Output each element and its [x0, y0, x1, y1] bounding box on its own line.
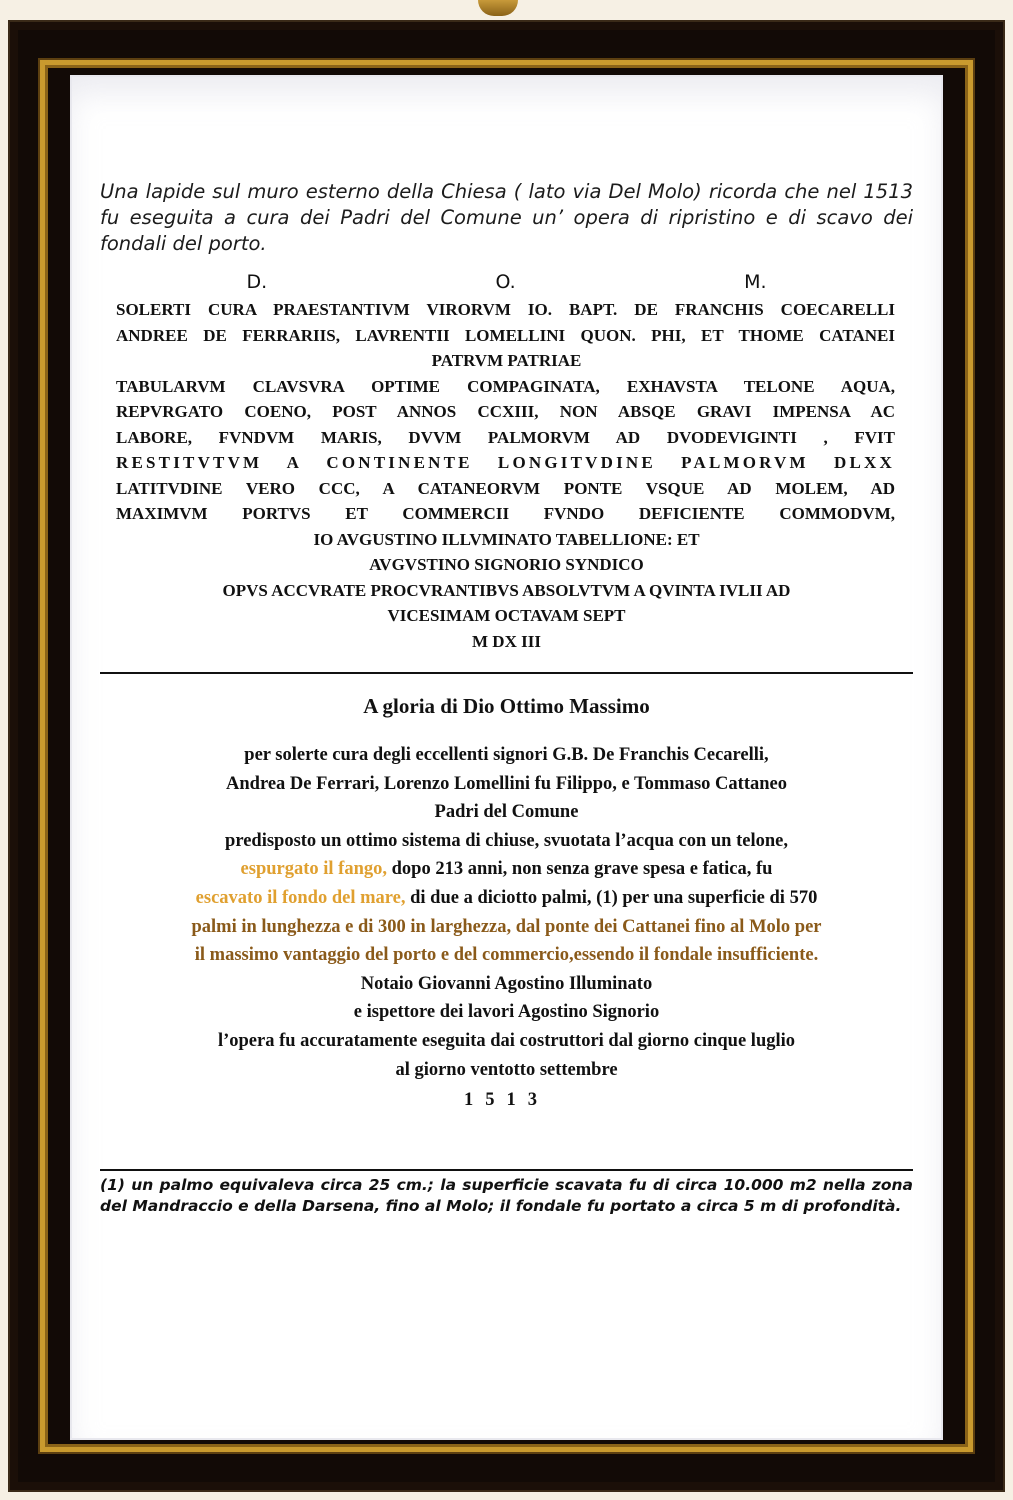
italian-line: al giorno ventotto settembre — [395, 1059, 618, 1080]
italian-translation — [100, 741, 913, 1115]
latin-line: REPVRGATO COENO, POST ANNOS CCXIII, NON ABSQE GRAVI IMPENSA AC — [116, 402, 895, 421]
italian-text: dopo 213 anni, non senza grave spesa e fatica, fu — [391, 859, 773, 880]
latin-line: TABULARVM CLAVSVRA OPTIME COMPAGINATA, EXHAVSTA TELONE AQUA, — [116, 376, 895, 396]
section-divider — [100, 672, 913, 674]
latin-line: SOLERTI CURA PRAESTANTIVM VIRORVM IO. BAPT. DE FRANCHIS COECARELLI — [116, 300, 895, 319]
latin-line: OPVS ACCVRATE PROCVRANTIBVS ABSOLVTVM A QVINTA IVLII AD — [222, 580, 791, 600]
footnote: (1) un palmo equivaleva circa 25 cm.; la superficie scavata fu di circa 10.000 m2 nella zona del Mandraccio e della Darsena, fino al Molo; il fondale fu portato a circa 5 m di profondità. — [100, 1175, 913, 1215]
italian-line: palmi in lunghezza e di 300 in larghezza, dal ponte dei Cattanei fino al Molo per — [191, 916, 822, 937]
italian-line: predisposto un ottimo sistema di chiuse, svuotata l’acqua con un telone, — [225, 830, 788, 851]
frame-hook — [478, 0, 518, 16]
latin-line: AVGVSTINO SIGNORIO SYNDICO — [369, 555, 644, 574]
italian-line: l’opera fu accuratamente eseguita dai costruttori dal giorno cinque luglio — [217, 1030, 796, 1051]
italian-line: Andrea De Ferrari, Lorenzo Lomellini fu Filippo, e Tommaso Cattaneo — [226, 773, 787, 794]
dom-letter-m: M. — [744, 271, 767, 293]
italian-year: 1513 — [464, 1090, 549, 1111]
italian-line: Padri del Comune — [434, 802, 579, 823]
latin-line: M DX III — [472, 631, 541, 651]
intro-paragraph: Una lapide sul muro esterno della Chiesa ( lato via Del Molo) ricorda che nel 1513 fu eseguita a cura dei Padri del Comune un’ opera di ripristino e di scavo dei fondali del porto. — [100, 180, 913, 255]
italian-line — [100, 855, 913, 884]
latin-line: ANDREE DE FERRARIIS, LAVRENTII LOMELLINI QUON. PHI, ET THOME CATANEI — [116, 325, 895, 345]
italian-title: A gloria di Dio Ottimo Massimo — [363, 694, 650, 718]
italian-line: per solerte cura degli eccellenti signori G.B. De Franchis Cecarelli, — [244, 745, 769, 765]
italian-line: Notaio Giovanni Agostino Illuminato — [360, 973, 653, 994]
italian-line: il massimo vantaggio del porto e del commercio,essendo il fondale insufficiente. — [194, 945, 819, 966]
latin-line: LABORE, FVNDVM MARIS, DVVM PALMORVM AD DVODEVIGINTI , FVIT — [116, 427, 895, 447]
latin-inscription — [100, 297, 913, 654]
italian-line: e ispettore dei lavori Agostino Signorio — [353, 1002, 660, 1023]
latin-line: IO AVGUSTINO ILLVMINATO TABELLIONE: ET — [313, 529, 700, 549]
dom-letter-o: O. — [495, 271, 516, 293]
italian-faded-text: escavato il fondo del mare, — [195, 887, 411, 908]
latin-line: RESTITVTVM A CONTINENTE LONGITVDINE PALMORVM DLXX — [116, 453, 895, 472]
dom-letter-d: D. — [246, 271, 268, 293]
italian-line — [100, 884, 913, 913]
italian-faded-text: espurgato il fango, — [240, 859, 392, 880]
latin-line: MAXIMVM PORTVS ET COMMERCII FVNDO DEFICIENTE COMMODVM, — [116, 504, 895, 523]
footnote-divider — [100, 1169, 913, 1171]
italian-text: di due a diciotto palmi, (1) per una superficie di 570 — [410, 887, 818, 908]
latin-line: LATITVDINE VERO CCC, A CATANEORVM PONTE VSQUE AD MOLEM, AD — [116, 478, 895, 498]
framed-document — [70, 75, 943, 1440]
latin-line: VICESIMAM OCTAVAM SEPT — [387, 606, 626, 625]
latin-line: PATRVM PATRIAE — [431, 351, 582, 370]
dom-heading — [247, 271, 767, 293]
document-content — [100, 179, 913, 1217]
